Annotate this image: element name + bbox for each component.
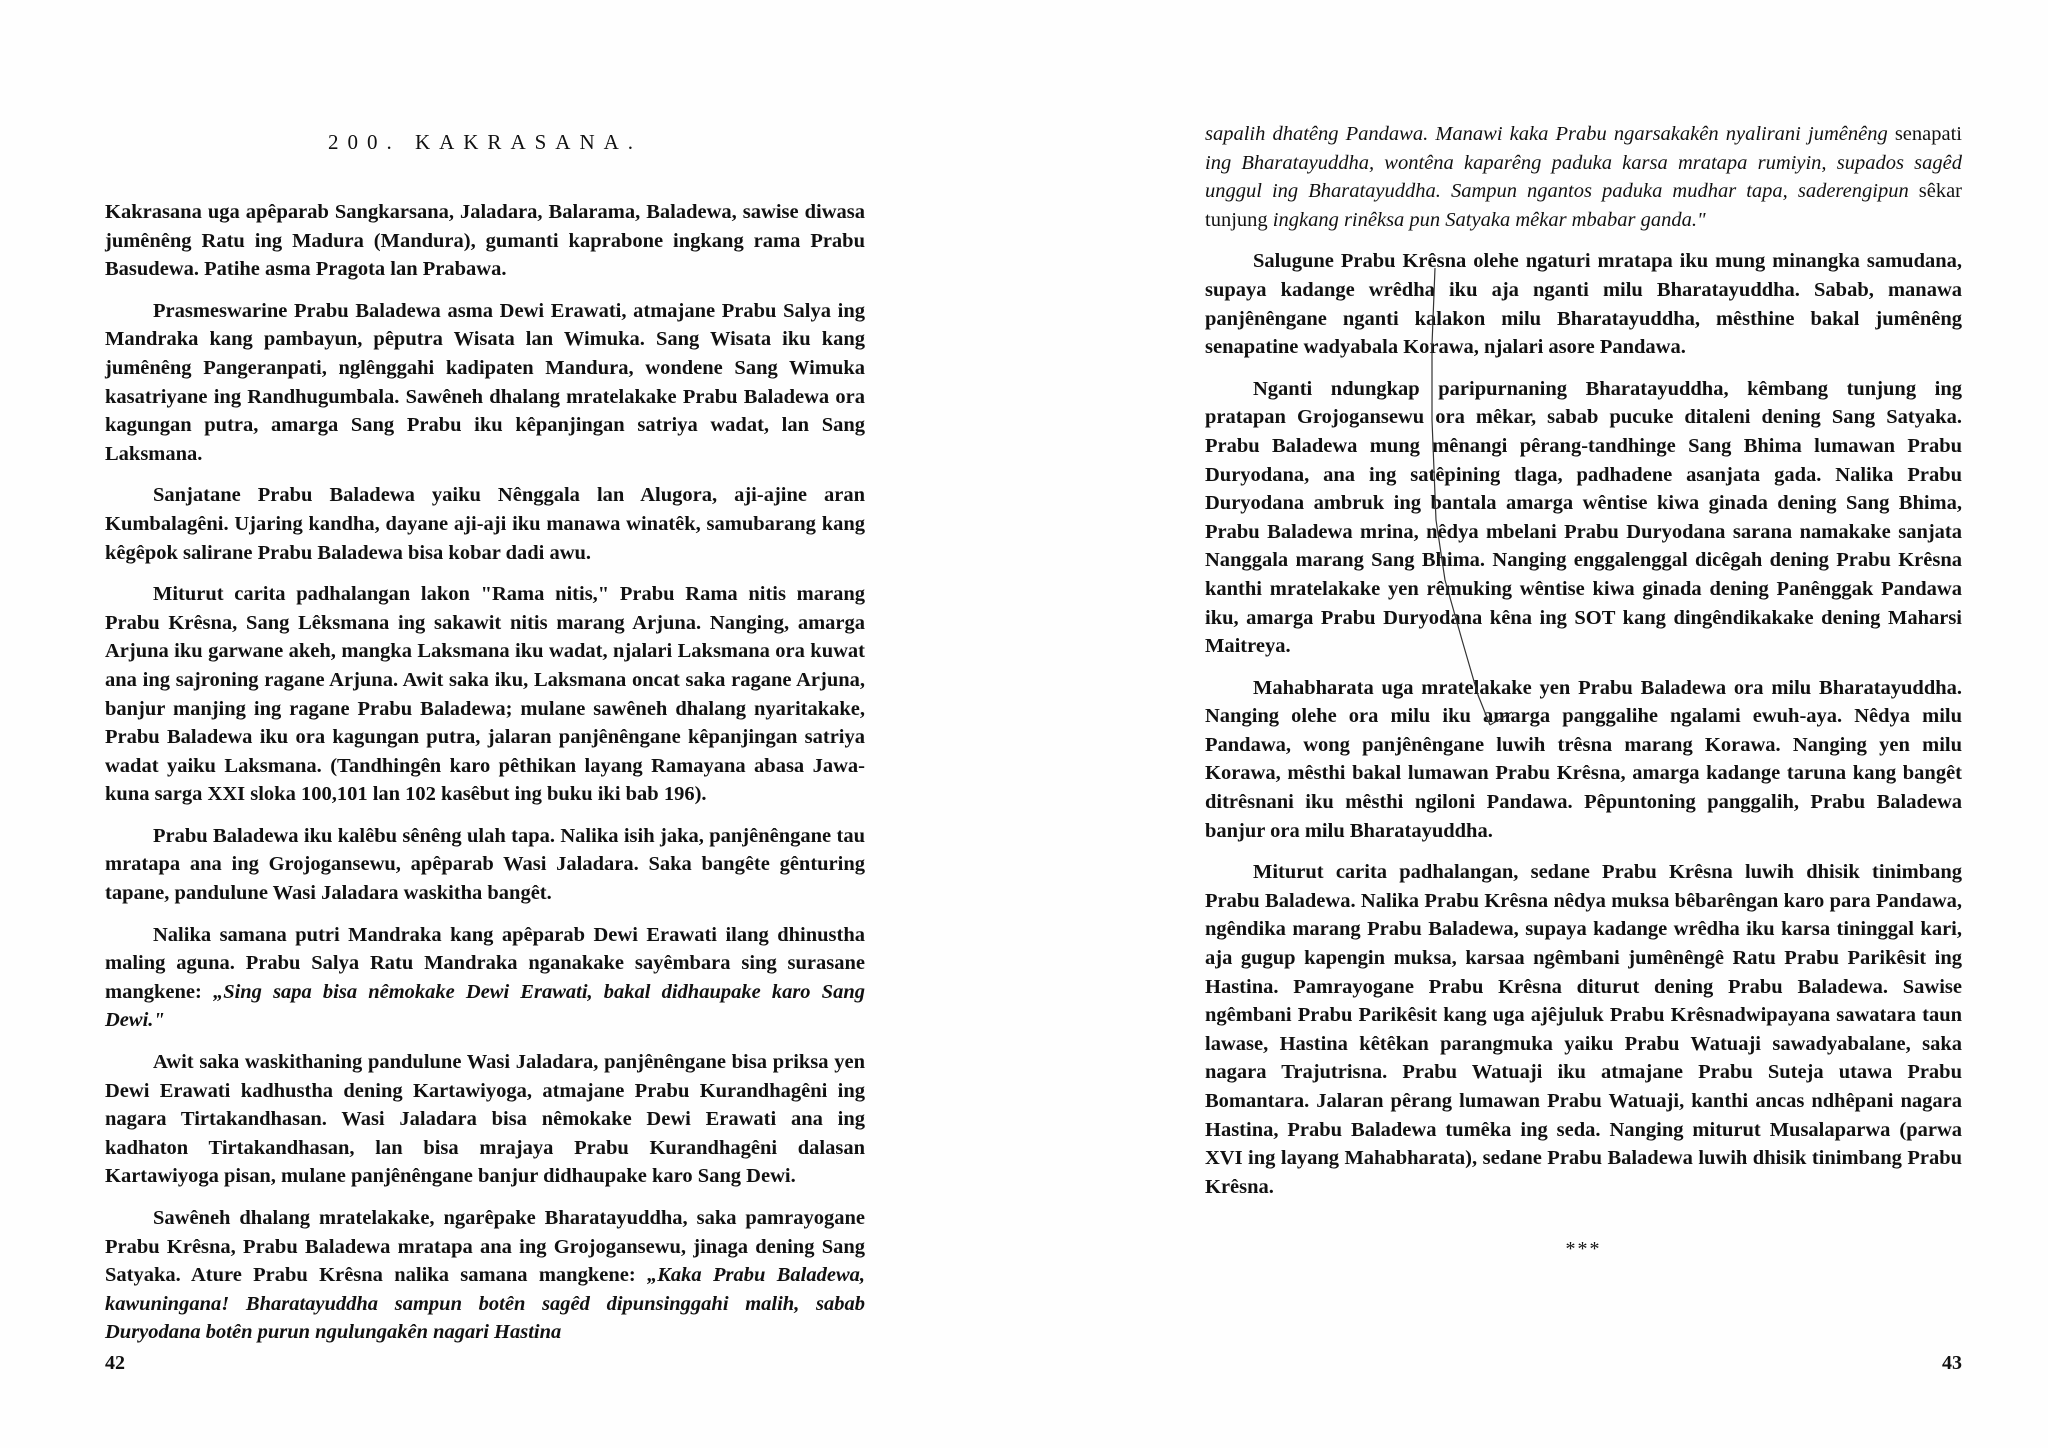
page-number-right: 43 [1942, 1352, 1962, 1374]
paragraph-7: Awit saka waskithaning pandulune Wasi Jaladara, panjênêngane bisa priksa yen Dewi Erawati kadhustha dening Kartawiyoga, atmajane Prabu Kurandhagêni ing nagara Tirtakandhasan. Wasi Jaladara bisa nêmokake Dewi Erawati ana ing kadhaton Tirtakandhasan, lan bisa mrajaya Prabu Kurandhagêni dalasan Kartawiyoga pisan, mulane panjênêngane banjur didhaupake karo Sang Dewi. [105, 1051, 865, 1188]
paragraph-r2: Nganti ndungkap paripurnaning Bharatayuddha, kêmbang tunjung ing pratapan Grojogansewu ora mêkar, sabab pucuke ditaleni dening Sang Satyaka. Prabu Baladewa mung mênangi pêrang-tandhinge Sang Bhima lumawan Prabu Duryodana, ana ing satêpining tlaga, padhadene asanjata gada. Nalika Prabu Duryodana ambruk ing bantala amarga wêntise kiwa ginada dening Sang Bhima, Prabu Baladewa mrina, nêdya mbelani Prabu Duryodana sarana namakake sanjata Nanggala marang Sang Bhima. Nanging enggalenggal dicêgah dening Prabu Krêsna kanthi mratelakake yen rêmuking wêntise kiwa ginada dening Panênggak Pandawa iku, amarga Prabu Duryodana kêna ing SOT kang dingêndikakake dening Maharsi Maitreya. [1205, 377, 1962, 658]
paragraph-5: Prabu Baladewa iku kalêbu sênêng ulah tapa. Nalika isih jaka, panjênêngane tau mratapa ana ing Grojogansewu, apêparab Wasi Jaladara. Saka bangête gênturing tapane, pandulune Wasi Jaladara waskitha bangêt. [105, 824, 865, 905]
quote-plain-1: senapati [1887, 123, 1962, 145]
paragraph-8-quote: „Kaka Prabu Baladewa, kawuningana! Bharatayuddha sampun botên sagêd dipunsinggahi malih, sabab Duryodana botên purun ngulungakên nagari Hastina [105, 1264, 865, 1344]
paragraph-8-text: Sawêneh dhalang mratelakake, ngarêpake Bharatayuddha, saka pamrayogane Prabu Krêsna, Prabu Baladewa mratapa ana ing Grojogansewu, jinaga dening Sang Satyaka. Ature Prabu Krêsna nalika samana mangkene: [105, 1207, 865, 1287]
paragraph-1-text: uga apêparab Sangkarsana, Jaladara, Balarama, Baladewa, sawise diwasa jumênêng Ratu ing Madura (Mandura), gumanti kaprabone ingkang rama Prabu Basudewa. Patihe asma Pragota lan Prabawa. [105, 201, 865, 281]
quote-plain-2: sêkar tunjung [1205, 180, 1963, 231]
paragraph-3: Sanjatane Prabu Baladewa yaiku Nênggala lan Alugora, aji-ajine aran Kumbalagêni. Ujaring kandha, dayane aji-aji iku manawa winatêk, samubarang kang kêgêpok salirane Prabu Baladewa bisa kobar dadi awu. [105, 484, 865, 564]
paragraph-1 [105, 198, 865, 284]
quote-part-2: ing Bharatayuddha, wontêna kaparêng paduka karsa mratapa rumiyin, supados sagêd unggul ing Bharatayuddha. Sampun ngantos paduka mudhar tapa, saderengipun [1205, 151, 1962, 203]
right-page-body [1205, 120, 1962, 1214]
left-page [105, 0, 865, 1448]
section-separator: *** [1565, 1238, 1602, 1260]
paragraph-continued-quote [1205, 120, 1962, 234]
lead-term: Kakrasana [105, 201, 202, 223]
paragraph-r1: Salugune Prabu Krêsna olehe ngaturi mratapa iku mung minangka samudana, supaya kadange wrêdha iku aja nganti milu Bharatayuddha. Sabab, manawa panjênêngane nganti kalakon milu Bharatayuddha, mêsthine bakal jumênêng senapatine wadyabala Korawa, njalari asore Pandawa. [1205, 250, 1962, 359]
paragraph-6-quote: „Sing sapa bisa nêmokake Dewi Erawati, bakal didhaupake karo Sang Dewi." [105, 980, 865, 1032]
paragraph-8 [105, 1204, 865, 1347]
paragraph-r4: Miturut carita padhalangan, sedane Prabu Krêsna luwih dhisik tinimbang Prabu Baladewa. Nalika Prabu Krêsna nêdya muksa bêbarêngan karo para Pandawa, ngêndika marang Prabu Baladewa, supaya kadange wrêdha iku karsa tininggal kari, aja gugup kapengin muksa, karsaa ngêmbani jumênêngê Ratu Prabu Parikêsit ing Hastina. Pamrayogane Prabu Krêsna diturut dening Prabu Baladewa. Sawise ngêmbani Prabu Parikêsit kang uga ajêjuluk Prabu Krêsnadwipayana sawatara taun lawase, Hastina kêtêkan parangmuka yaiku Prabu Watuaji sawadyabalane, saka nagara Trajutrisna. Prabu Watuaji iku atmajane Prabu Suteja utawa Prabu Bomantara. Jalaran pêrang lumawan Prabu Watuaji, kanthi ancas ndhêpani nagara Hastina, Prabu Baladewa tumêka ing seda. Nanging miturut Musalaparwa (parwa XVI ing layang Mahabharata), sedane Prabu Baladewa luwih dhisik tinimbang Prabu Krêsna. [1205, 861, 1962, 1198]
paragraph-r3: Mahabharata uga mratelakake yen Prabu Baladewa ora milu Bharatayuddha. Nanging olehe ora milu iku amarga panggalihe ngalami ewuh-aya. Nêdya milu Pandawa, wong panjênêngane luwih trêsna marang Korawa. Nanging yen milu Korawa, mêsthi bakal lumawan Prabu Krêsna, amarga kadange taruna kang bangêt ditrêsnani iku mêsthi ngiloni Pandawa. Pêpuntoning panggalih, Prabu Baladewa banjur ora milu Bharatayuddha. [1205, 676, 1962, 842]
quote-part-1: sapalih dhatêng Pandawa. Manawi kaka Prabu ngarsakakên nyalirani jumênêng [1205, 123, 1888, 145]
paragraph-6 [105, 921, 865, 1035]
paragraph-4: Miturut carita padhalangan lakon "Rama nitis," Prabu Rama nitis marang Prabu Krêsna, Sang Lêksmana ing sakawit nitis marang Arjuna. Nanging, amarga Arjuna iku garwane akeh, mangka Laksmana iku wadat, njalari Laksmana ora kuwat ana ing sajroning ragane Arjuna. Awit saka iku, Laksmana oncat saka ragane Arjuna, banjur manjing ing ragane Prabu Baladewa; mulane sawêneh dhalang nyaritakake, Prabu Baladewa iku ora kagungan putra, jalaran panjênêngane kêpanjingan satriya wadat yaiku Laksmana. (Tandhingên karo pêthikan layang Ramayana abasa Jawa-kuna sarga XXI sloka 100,101 lan 102 kasêbut ing buku iki bab 196). [105, 583, 865, 806]
chapter-title: 200. KAKRASANA. [327, 130, 643, 154]
paragraph-2: Prasmeswarine Prabu Baladewa asma Dewi Erawati, atmajane Prabu Salya ing Mandraka kang pambayun, pêputra Wisata lan Wimuka. Sang Wisata iku kang jumênêng Pangeranpati, nglênggahi kadipaten Mandura, wondene Sang Wimuka kasatriyane ing Randhugumbala. Sawêneh dhalang mratelakake Prabu Baladewa ora kagungan putra, amarga Sang Prabu iku kêpanjingan satriya wadat, lan Sang Laksmana. [105, 299, 865, 465]
left-page-body [105, 198, 865, 1360]
quote-part-3: ingkang rinêksa pun Satyaka mêkar mbabar ganda." [1272, 208, 1706, 231]
page-number-left: 42 [105, 1352, 125, 1374]
right-page [1205, 0, 1962, 1448]
paragraph-6-text: Nalika samana putri Mandraka kang apêparab Dewi Erawati ilang dhinustha maling aguna. Prabu Salya Ratu Mandraka nganakake sayêmbara sing surasane mangkene: [105, 923, 865, 1003]
